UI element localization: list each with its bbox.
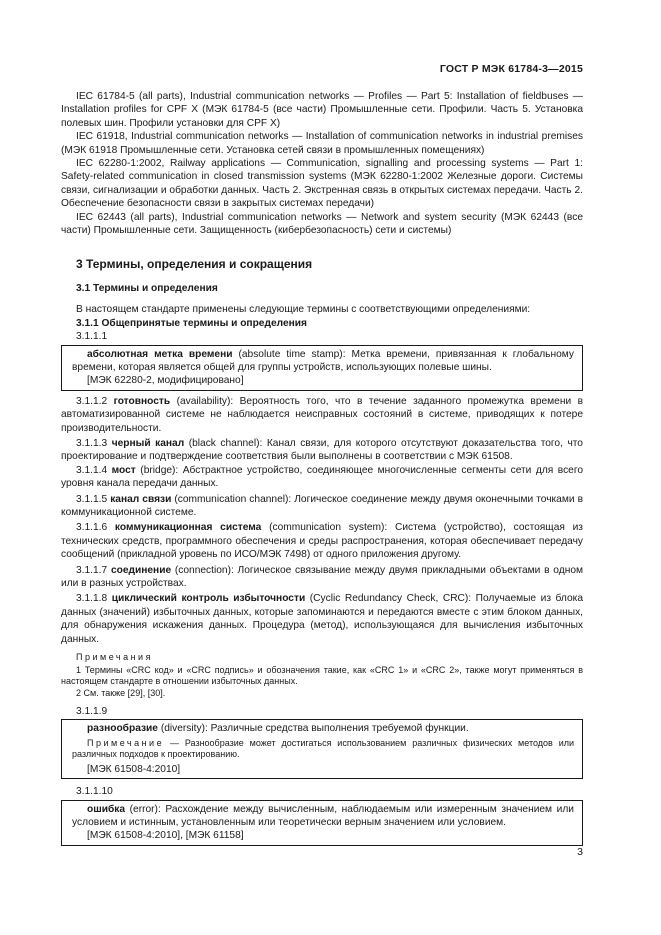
term-text: (absolute time stamp): Метка времени, привязанная к глобальному времени, которая является общей для группы устройств, использующих полевые шины.	[72, 348, 574, 373]
term-name: черный канал	[111, 437, 185, 449]
term-source: [МЭК 61508-4:2010]	[87, 763, 181, 775]
term-name: мост	[111, 464, 136, 476]
term-entry	[61, 493, 583, 520]
reference-item: IEC 61784-5 (all parts), Industrial communication networks — Profiles — Part 5: Installation of fieldbuses — Installation profiles for CPF X (МЭК 61784-5 (все части) Промышленные сети. Профили. Часть 5. Установка полевых шин. Профили установки для CPF X)	[61, 91, 583, 129]
term-text: (communication system): Система (устройство), состоящая из технических средств, программного обеспечения и среды распространения, которая обеспечивает передачу сообщений (прикладной уровень по ИСО/МЭК 7498) от одного приложения другому.	[61, 522, 583, 561]
note-text: — Разнообразие может достигаться использованием различных физических методов или различных подходов к проектированию.	[72, 737, 574, 760]
term-name: канал связи	[110, 493, 172, 505]
term-text: (communication channel): Логическое соединение между двумя оконечными точками в коммуникационной системе.	[61, 493, 583, 518]
subsubsection-heading: 3.1.1 Общепринятые термины и определения	[76, 317, 307, 329]
note-label: Примечание	[87, 737, 165, 748]
term-entry	[61, 521, 583, 561]
term-entry	[61, 437, 583, 464]
page-content	[61, 90, 583, 850]
term-entry	[61, 395, 583, 435]
reference-item: IEC 62443 (all parts), Industrial communication networks — Network and system security (МЭК 62443 (все части) Промышленные сети. Защищенность (кибербезопасность) сети и системы)	[61, 211, 583, 237]
term-entry	[61, 592, 583, 646]
term-text: (availability): Вероятность того, что в течение заданного промежутка времени в автоматизированной системе не наблюдается неисправных состояний в системе, приводящих к потере производительности.	[61, 395, 583, 434]
term-number: 3.1.1.3	[76, 437, 108, 449]
term-name: готовность	[113, 395, 171, 407]
term-box	[61, 719, 583, 779]
term-number: 3.1.1.8	[76, 593, 108, 605]
term-note	[72, 738, 574, 761]
term-entry	[61, 564, 583, 591]
term-source: [МЭК 61508-4:2010], [МЭК 61158]	[87, 830, 244, 842]
note-item: 1 Термины «CRC код» и «CRC подпись» и обозначения такие, как «CRC 1» и «CRC 2», также могут применяться в настоящем стандарте в отношении избыточных данных.	[61, 664, 583, 687]
term-number: 3.1.1.7	[76, 564, 108, 576]
term-number: 3.1.1.6	[76, 522, 108, 534]
reference-item: IEC 62280-1:2002, Railway applications — Communication, signalling and processing systems — Part 1: Safety-related communication in closed transmission systems (МЭК 62280-1:2002 Железные дороги. Системы связи, сигнализации и обработки данных. Часть 2. Экстренная связь в открытых системах передачи. Часть 2. Обеспечение безопасности связи в закрытых системах передачи)	[61, 158, 583, 210]
term-text: (bridge): Абстрактное устройство, соединяющее многочисленные сегменты сети для всего уровня канала передачи данных.	[61, 464, 583, 490]
notes-caption: Примечания	[76, 652, 153, 663]
term-text: (diversity): Различные средства выполнения требуемой функции.	[157, 723, 469, 735]
note-item: 2 См. также [29], [30].	[76, 687, 166, 698]
term-number: 3.1.1.5	[76, 493, 108, 505]
term-number: 3.1.1.1	[76, 331, 108, 343]
notes-block	[61, 652, 583, 699]
term-text: (connection): Логическое связывание между двумя прикладными объектами в одном или в разных устройствах.	[61, 564, 583, 589]
term-box	[61, 345, 583, 391]
document-header: ГОСТ Р МЭК 61784-3—2015	[439, 63, 583, 75]
term-text: (Cyclic Redundancy Check, CRC): Получаемые из блока данных (значений) избыточных данных, которые запоминаются и передаются вместе с этим блоком данных, для обнаружения искажения данных. Процедура (метод), использующаяся для вычисления избыточных данных.	[61, 593, 583, 645]
term-number: 3.1.1.9	[76, 706, 108, 718]
term-definition	[72, 722, 574, 735]
term-number: 3.1.1.4	[76, 464, 108, 476]
term-entry	[61, 464, 583, 491]
term-text: (black channel): Канал связи, для которого отсутствуют доказательства того, что проектирование и подтверждение соответствия были выполнены в соответствии с МЭК 61508.	[61, 437, 583, 463]
term-name: соединение	[110, 564, 172, 576]
term-name: циклический контроль избыточности	[111, 593, 306, 605]
page-number: 3	[577, 846, 583, 858]
term-name: разнообразие	[87, 723, 158, 735]
term-box	[61, 800, 583, 846]
term-number: 3.1.1.2	[76, 395, 108, 407]
section-heading: 3 Термины, определения и сокращения	[76, 257, 313, 272]
term-definition	[72, 348, 574, 375]
term-name: абсолютная метка времени	[87, 348, 233, 360]
term-text: (error): Расхождение между вычисленным, наблюдаемым или измеренным значением или условием и истинным, установленным или теоретически верным значением или условием.	[72, 803, 574, 829]
term-definition	[72, 803, 574, 830]
intro-paragraph: В настоящем стандарте применены следующие термины с соответствующими определениями:	[76, 304, 531, 316]
term-name: ошибка	[87, 803, 126, 815]
subsection-heading: 3.1 Термины и определения	[76, 282, 218, 294]
term-source: [МЭК 62280-2, модифицировано]	[87, 375, 244, 387]
reference-item: IEC 61918, Industrial communication networks — Installation of communication networks in industrial premises (МЭК 61918 Промышленные сети. Установка сетей связи в промышленных помещениях)	[61, 131, 583, 156]
term-number: 3.1.1.10	[76, 786, 113, 798]
term-name: коммуникационная система	[114, 522, 262, 534]
